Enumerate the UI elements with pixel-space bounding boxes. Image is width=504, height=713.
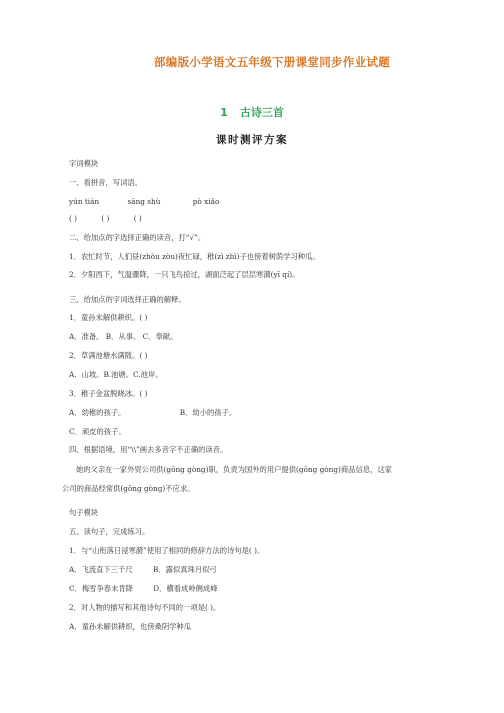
question-3-options-3 [69,408,236,418]
pinyin-item: pò xiǎo [192,197,220,206]
question-2-item-2: 2．夕阳西下，气温骤降，一只飞鸟掠过，湖面泛起了层层寒漪(yī qí)。 [69,270,300,279]
option-c: C．梅雪争春未肯降 [69,584,133,593]
question-3-heading: 三、给加点的字词选择正确的解释。 [69,295,186,304]
option-a: A．飞流直下三千尺 [69,565,133,574]
option-d: D．横看成岭侧成峰 [153,584,218,593]
question-4-heading: 四、根据语境，用“\\”画去多音字不正确的读音。 [69,445,228,454]
question-4-passage-line-1: 她的父亲在一家外贸公司供(gōng gòng)职，负责为国外的用户提供(gōng gòng)商品信息，这家 [76,465,392,474]
pinyin-item: sāng shù [127,197,161,206]
section-heading-sentence: 句子模块 [69,508,99,517]
question-3-item-1: 1．童孙未解供耕织。( ) [69,313,148,322]
question-2-item-1: 1．农忙时节，人们昼(zhòu zòu)夜忙碌，稚(zì zhì)子也傍着树荫学习种瓜。 [69,252,320,261]
section-heading-vocab: 字词模块 [69,159,99,168]
question-5-options-row-2 [69,584,218,594]
question-3-options-2: A．山坡。B.池塘。C.池岸。 [69,370,163,379]
question-5-item-2: 2．对人物的描写和其他诗句不同的一项是( )。 [69,603,221,612]
lesson-heading [0,104,504,120]
question-3-option-c: C．顽皮的孩子。 [69,427,126,436]
question-2-heading: 二、给加点的字选择正确的读音，打“√”。 [69,233,206,242]
document-title: 部编版小学语文五年级下册课堂同步作业试题 [154,55,390,69]
question-5-heading: 五、读句子，完成练习。 [69,527,150,536]
option-a: A．幼稚的孩子。 [69,408,126,417]
question-3-options-1: A．准备。 B．从事。 C．奉献。 [69,332,178,341]
question-4-passage-line-2: 公司的商品经常供(gōng gòng)不应求。 [62,484,195,493]
question-1-heading: 一、看拼音，写词语。 [69,178,142,187]
question-3-item-2: 2．草满池塘水满陂。( ) [69,351,148,360]
lesson-name: 古诗三首 [239,106,284,119]
answer-blank: ( ) [69,214,78,223]
answer-blank: ( ) [133,214,142,223]
answer-blank-row [69,214,142,224]
option-b: B．露似真珠月似弓 [152,565,217,574]
question-3-item-3: 3．稚子金盆脱晓冰。( ) [69,389,148,398]
question-5-options-row-1 [69,565,217,575]
lesson-number: 1 [220,106,228,119]
pinyin-row [69,197,219,207]
answer-blank: ( ) [101,214,110,223]
lesson-subtitle: 课时测评方案 [216,134,288,146]
option-b: B．幼小的孩子。 [179,408,237,417]
question-5-option-a: A．童孙未解供耕织，也傍桑阴学种瓜 [69,622,192,631]
question-5-item-1: 1．与“山衔落日浸寒漪”使用了相同的修辞方法的诗句是( )。 [69,546,265,555]
pinyin-item: yún tián [69,197,100,206]
